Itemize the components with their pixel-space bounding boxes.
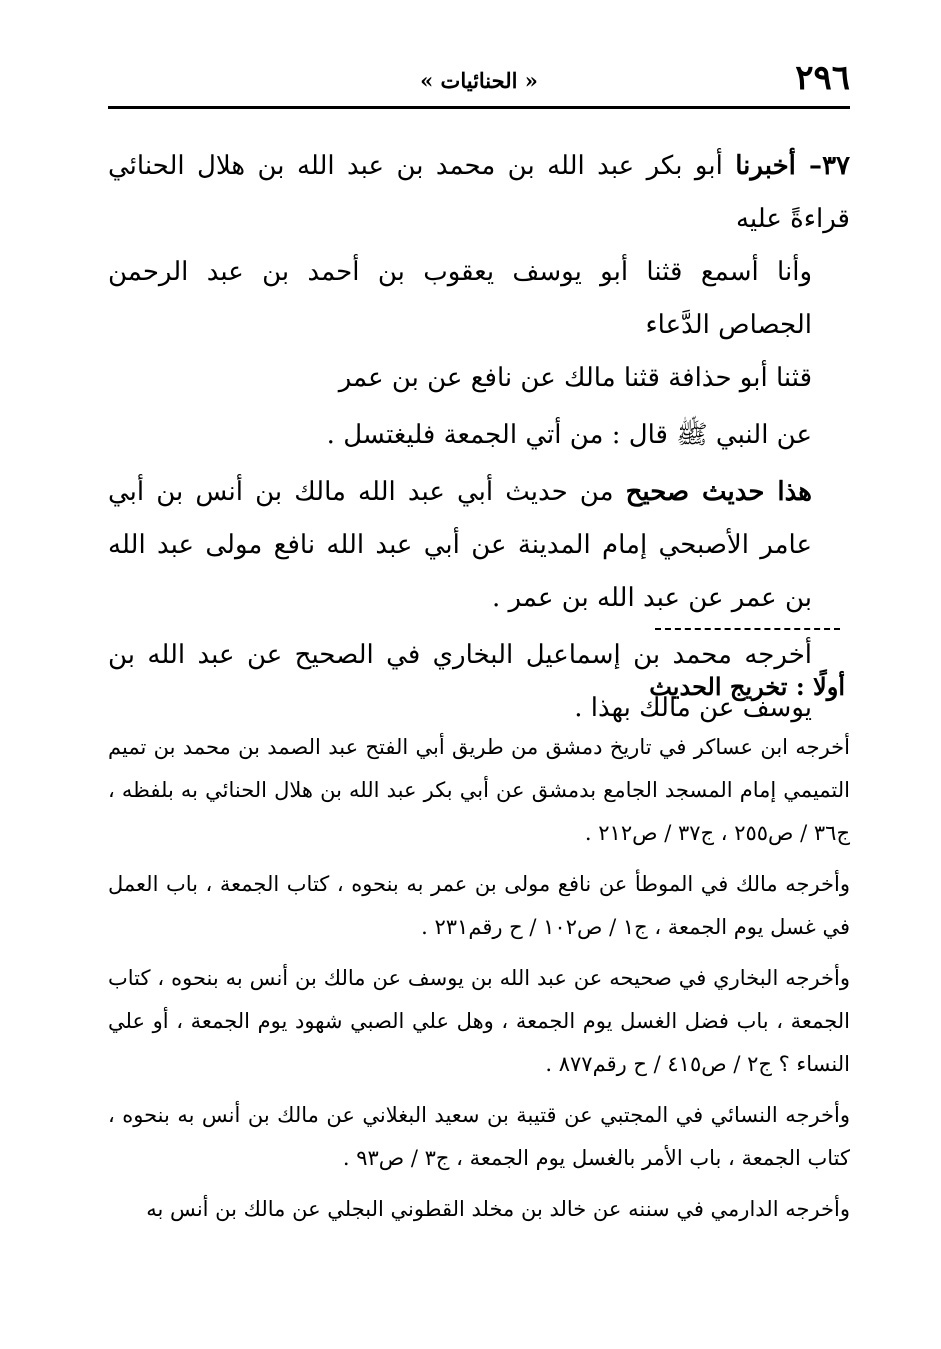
isnad-paragraph bbox=[108, 140, 850, 405]
grading-text: من حديث أبي عبد الله مالك بن أنس بن أبي عامر الأصبحي إمام المدينة عن أبي عبد الله نافع مولى عبد الله بن عمر عن عبد الله بن عمر . bbox=[108, 477, 812, 613]
note-paragraph: وأخرجه البخاري في صحيحه عن عبد الله بن يوسف عن مالك بن أنس به بنحوه ، كتاب الجمعة ، باب فضل الغسل يوم الجمعة ، وهل علي الصبي شهود يوم الجمعة ، أو علي النساء ؟ ج٢ / ص٤١٥ / ح رقم٨٧٧ . bbox=[108, 966, 850, 1076]
isnad-line-2: وأنا أسمع قثنا أبو يوسف يعقوب بن أحمد بن عبد الرحمن الجصاص الدَّعاء bbox=[108, 257, 812, 340]
isnad-line-1 bbox=[108, 140, 850, 246]
note-paragraph: وأخرجه مالك في الموطأ عن نافع مولى بن عمر به بنحوه ، كتاب الجمعة ، باب العمل في غسل يوم الجمعة ، ج١ / ص١٠٢ / ح رقم٢٣١ . bbox=[108, 872, 850, 939]
running-title: « الحنائيات » bbox=[420, 68, 538, 93]
note-paragraph: أخرجه ابن عساكر في تاريخ دمشق من طريق أبي الفتح عبد الصمد بن محمد بن تميم التميمي إمام المسجد الجامع بدمشق عن أبي بكر عبد الله بن هلال الحنائي به بلفظه ، ج٣٦ / ص٢٥٥ ، ج٣٧ / ص٢١٢ . bbox=[108, 735, 850, 845]
hadith-number: ٣٧– أخبرنا bbox=[735, 151, 850, 181]
section-heading: أولًا : تخريج الحديث bbox=[649, 672, 845, 701]
note-paragraph: وأخرجه النسائي في المجتبي عن قتيبة بن سعيد البغلاني عن مالك بن أنس به بنحوه ، كتاب الجمعة ، باب الأمر بالغسل يوم الجمعة ، ج٣ / ص٩٣ . bbox=[108, 1103, 850, 1170]
section-divider bbox=[655, 628, 840, 630]
isnad-line-3: قثنا أبو حذافة قثنا مالك عن نافع عن بن عمر bbox=[338, 363, 812, 393]
page-number: ٢٩٦ bbox=[795, 58, 850, 98]
isnad-text-1: أبو بكر عبد الله بن محمد بن عبد الله بن هلال الحنائي قراءةً عليه bbox=[108, 151, 850, 234]
hadith-block bbox=[108, 140, 850, 739]
source-paragraph: أخرجه محمد بن إسماعيل البخاري في الصحيح عن عبد الله بن يوسف عن مالك بهذا . bbox=[108, 640, 812, 723]
matn-paragraph: عن النبي ﷺ قال : من أتي الجمعة فليغتسل . bbox=[326, 420, 812, 450]
takhrij-notes bbox=[108, 726, 850, 1239]
grading-paragraph bbox=[108, 466, 850, 625]
page-header bbox=[108, 58, 850, 109]
grading-label: هذا حديث صحيح bbox=[625, 477, 812, 507]
note-paragraph: وأخرجه الدارمي في سننه عن خالد بن مخلد القطوني البجلي عن مالك بن أنس به bbox=[146, 1197, 850, 1221]
